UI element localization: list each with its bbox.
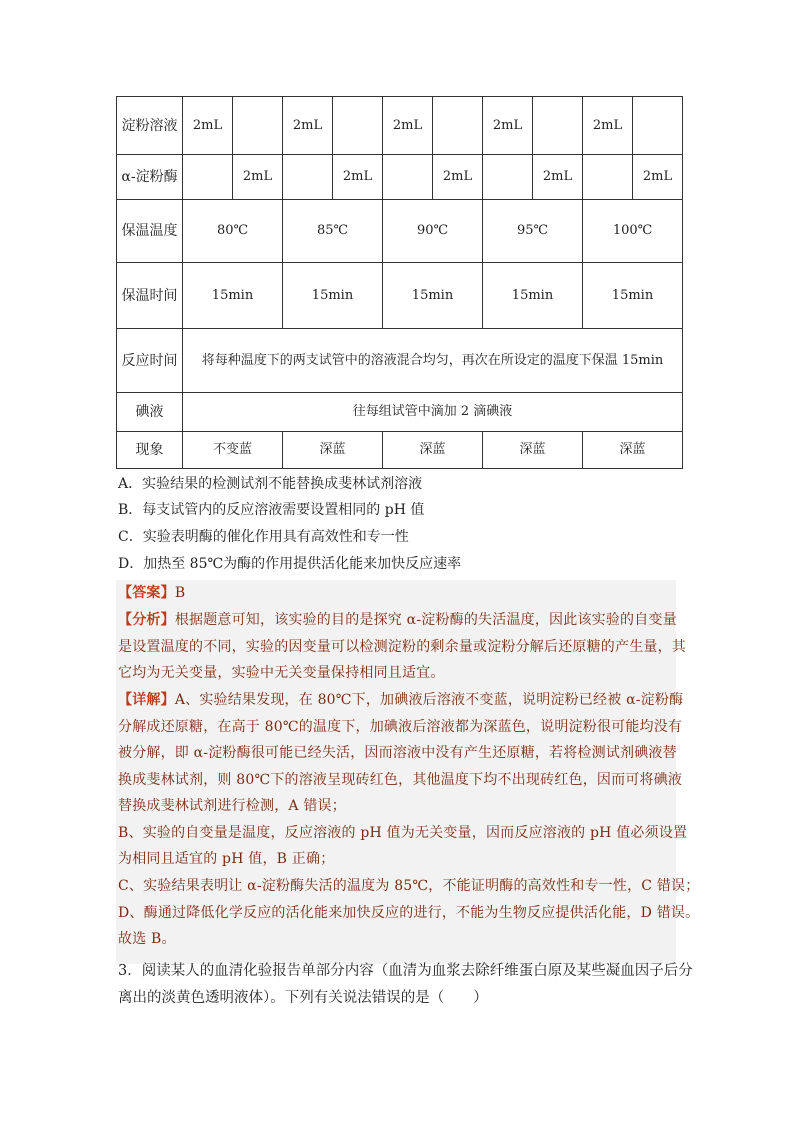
- table-cell: 2mL: [283, 97, 333, 155]
- detail-tag: 【详解】: [118, 692, 175, 708]
- table-cell: [633, 97, 683, 155]
- detail-text: D、酶通过降低化学反应的活化能来加快反应的进行，不能为生物反应提供活化能，D 错误。: [118, 905, 700, 921]
- row-head-reaction: 反应时间: [117, 329, 183, 393]
- table-cell: 90℃: [383, 200, 483, 263]
- row-head-iodine: 碘液: [117, 393, 183, 432]
- table-cell: 15min: [483, 263, 583, 329]
- table-cell: [383, 155, 433, 200]
- question-3-line: 3．阅读某人的血清化验报告单部分内容（血清为血浆去除纤维蛋白原及某些凝血因子后分: [118, 963, 693, 979]
- answer-line: [118, 580, 676, 607]
- table-cell: 95℃: [483, 200, 583, 263]
- table-cell: 15min: [383, 263, 483, 329]
- table-cell-span: 往每组试管中滴加 2 滴碘液: [183, 393, 683, 432]
- table-row: [117, 329, 683, 393]
- table-cell: [283, 155, 333, 200]
- table-cell: 深蓝: [283, 432, 383, 469]
- detail-line: [118, 687, 684, 714]
- analysis-tag: 【分析】: [118, 612, 175, 628]
- table-row: [117, 432, 683, 469]
- analysis-text: 它均为无关变量，实验中无关变量保持相同且适宜。: [118, 665, 445, 681]
- table-cell: 80℃: [183, 200, 283, 263]
- experiment-table: [116, 96, 683, 469]
- detail-text: 换成斐林试剂，则 80℃下的溶液呈现砖红色，其他温度下均不出现砖红色，因而可将碘液: [118, 772, 683, 788]
- table-cell: 2mL: [433, 155, 483, 200]
- table-cell: [333, 97, 383, 155]
- table-cell: [233, 97, 283, 155]
- table-cell: 深蓝: [383, 432, 483, 469]
- table-cell: 85℃: [283, 200, 383, 263]
- detail-text: 故选 B。: [118, 931, 176, 947]
- detail-text: C、实验结果表明让 α-淀粉酶失活的温度为 85℃，不能证明酶的高效性和专一性，C 错误；: [118, 878, 700, 894]
- option-d: D．加热至 85℃为酶的作用提供活化能来加快反应速率: [118, 556, 462, 572]
- table-cell: 深蓝: [583, 432, 683, 469]
- row-head-starch: 淀粉溶液: [117, 97, 183, 155]
- detail-text: B、实验的自变量是温度，反应溶液的 pH 值为无关变量，因而反应溶液的 pH 值必须设置: [118, 825, 688, 841]
- row-head-amylase: α-淀粉酶: [117, 155, 183, 200]
- table-row: [117, 97, 683, 155]
- answer-value: B: [174, 585, 186, 601]
- table-cell: 15min: [183, 263, 283, 329]
- table-cell-span: 将每种温度下的两支试管中的溶液混合均匀，再次在所设定的温度下保温 15min: [183, 329, 683, 393]
- analysis-line: [118, 607, 676, 634]
- table-cell: [433, 97, 483, 155]
- row-head-temp: 保温温度: [117, 200, 183, 263]
- table-cell: 15min: [583, 263, 683, 329]
- table-cell: [183, 155, 233, 200]
- table-cell: [483, 155, 533, 200]
- table-row: [117, 393, 683, 432]
- table-cell: 2mL: [583, 97, 633, 155]
- table-cell: 2mL: [183, 97, 233, 155]
- table-row: [117, 155, 683, 200]
- option-a: A．实验结果的检测试剂不能替换成斐林试剂溶液: [118, 476, 423, 492]
- table-cell: 2mL: [533, 155, 583, 200]
- question-3-line: 离出的淡黄色透明液体）。下列有关说法错误的是（ ）: [118, 990, 488, 1006]
- detail-text: A、实验结果发现，在 80℃下，加碘液后溶液不变蓝，说明淀粉已经被 α-淀粉酶: [174, 692, 684, 708]
- detail-text: 为相同且适宜的 pH 值，B 正确；: [118, 851, 335, 867]
- detail-text: 被分解，即 α-淀粉酶很可能已经失活，因而溶液中没有产生还原糖，若将检测试剂碘液替: [118, 745, 677, 761]
- table-cell: [533, 97, 583, 155]
- table-cell: 2mL: [483, 97, 533, 155]
- row-head-time: 保温时间: [117, 263, 183, 329]
- table-row: [117, 200, 683, 263]
- row-head-result: 现象: [117, 432, 183, 469]
- table-cell: 深蓝: [483, 432, 583, 469]
- table-cell: 2mL: [383, 97, 433, 155]
- option-b: B．每支试管内的反应溶液需要设置相同的 pH 值: [118, 502, 425, 518]
- analysis-text: 是设置温度的不同，实验的因变量可以检测淀粉的剩余量或淀粉分解后还原糖的产生量，其: [118, 639, 686, 655]
- detail-text: 替换成斐林试剂进行检测，A 错误；: [118, 798, 346, 814]
- analysis-text: 根据题意可知，该实验的目的是探究 α-淀粉酶的失活温度，因此该实验的自变量: [174, 612, 677, 628]
- option-c: C．实验表明酶的催化作用具有高效性和专一性: [118, 529, 409, 545]
- table-cell: 100℃: [583, 200, 683, 263]
- table-row: [117, 263, 683, 329]
- table-cell: 15min: [283, 263, 383, 329]
- detail-text: 分解成还原糖，在高于 80℃的温度下，加碘液后溶液都为深蓝色，说明淀粉很可能均没有: [118, 719, 683, 735]
- table-cell: 2mL: [233, 155, 283, 200]
- table-cell: 2mL: [633, 155, 683, 200]
- table-cell: [583, 155, 633, 200]
- answer-tag: 【答案】: [118, 585, 175, 601]
- table-cell: 不变蓝: [183, 432, 283, 469]
- table-cell: 2mL: [333, 155, 383, 200]
